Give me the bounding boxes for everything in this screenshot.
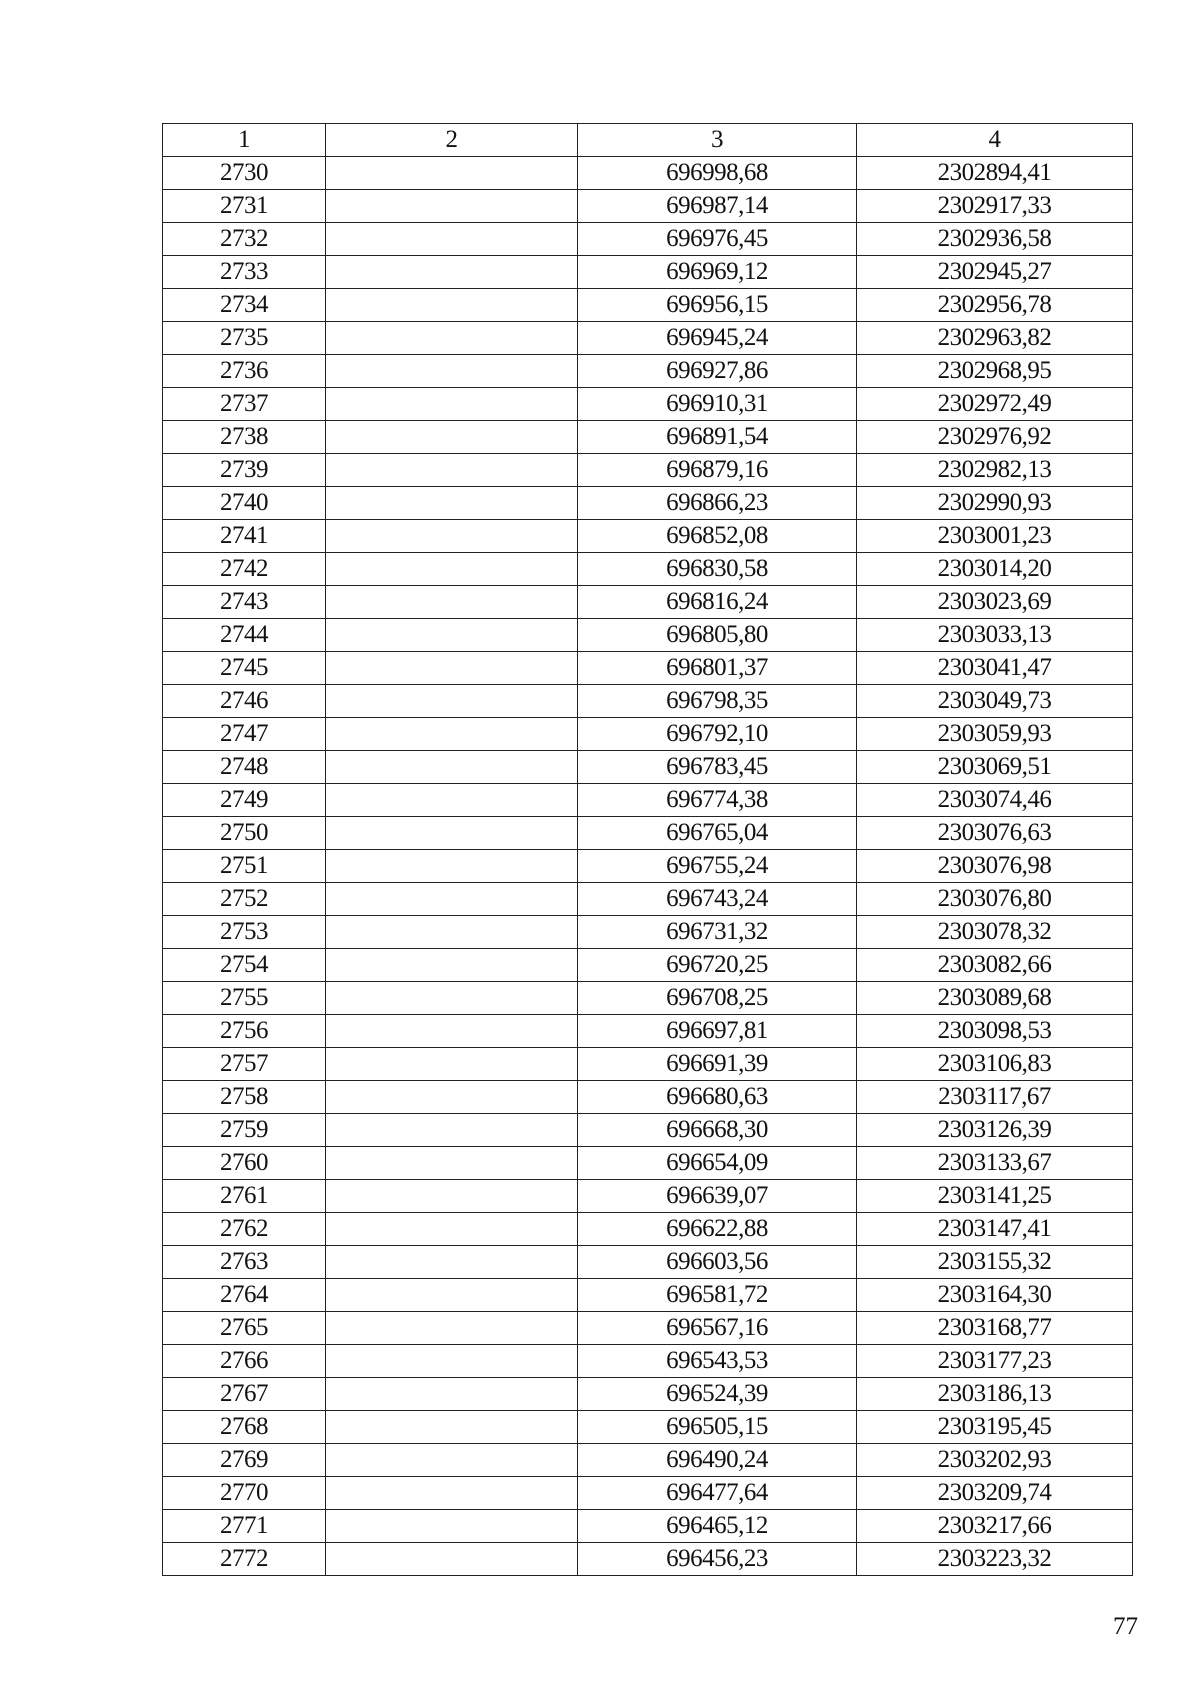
y-coordinate-cell: 2303078,32 (857, 916, 1133, 949)
x-coordinate-cell: 696987,14 (578, 190, 857, 223)
blank-cell (326, 718, 578, 751)
point-number-cell: 2750 (163, 817, 326, 850)
y-coordinate-cell: 2302976,92 (857, 421, 1133, 454)
point-number-cell: 2743 (163, 586, 326, 619)
point-number-cell: 2745 (163, 652, 326, 685)
table-row (163, 949, 1133, 982)
y-coordinate-cell: 2302972,49 (857, 388, 1133, 421)
point-number-cell: 2751 (163, 850, 326, 883)
blank-cell (326, 1444, 578, 1477)
blank-cell (326, 421, 578, 454)
blank-cell (326, 289, 578, 322)
x-coordinate-cell: 696816,24 (578, 586, 857, 619)
y-coordinate-cell: 2303209,74 (857, 1477, 1133, 1510)
y-coordinate-cell: 2303023,69 (857, 586, 1133, 619)
table-row (163, 850, 1133, 883)
point-number-cell: 2771 (163, 1510, 326, 1543)
coordinates-table (162, 123, 1133, 1576)
x-coordinate-cell: 696697,81 (578, 1015, 857, 1048)
table-row (163, 1477, 1133, 1510)
x-coordinate-cell: 696945,24 (578, 322, 857, 355)
point-number-cell: 2763 (163, 1246, 326, 1279)
point-number-cell: 2770 (163, 1477, 326, 1510)
x-coordinate-cell: 696720,25 (578, 949, 857, 982)
y-coordinate-cell: 2303217,66 (857, 1510, 1133, 1543)
point-number-cell: 2742 (163, 553, 326, 586)
table-row (163, 1015, 1133, 1048)
y-coordinate-cell: 2303076,63 (857, 817, 1133, 850)
table-row (163, 685, 1133, 718)
page-number: 77 (1113, 1613, 1138, 1640)
point-number-cell: 2741 (163, 520, 326, 553)
table-row (163, 586, 1133, 619)
table-row (163, 1378, 1133, 1411)
table-row (163, 652, 1133, 685)
table-row (163, 1246, 1133, 1279)
x-coordinate-cell: 696969,12 (578, 256, 857, 289)
blank-cell (326, 520, 578, 553)
x-coordinate-cell: 696603,56 (578, 1246, 857, 1279)
point-number-cell: 2764 (163, 1279, 326, 1312)
blank-cell (326, 1180, 578, 1213)
table-row (163, 553, 1133, 586)
point-number-cell: 2748 (163, 751, 326, 784)
y-coordinate-cell: 2303033,13 (857, 619, 1133, 652)
blank-cell (326, 1279, 578, 1312)
y-coordinate-cell: 2303223,32 (857, 1543, 1133, 1576)
x-coordinate-cell: 696783,45 (578, 751, 857, 784)
x-coordinate-cell: 696755,24 (578, 850, 857, 883)
x-coordinate-cell: 696708,25 (578, 982, 857, 1015)
blank-cell (326, 1213, 578, 1246)
table-row (163, 256, 1133, 289)
point-number-cell: 2732 (163, 223, 326, 256)
y-coordinate-cell: 2303014,20 (857, 553, 1133, 586)
point-number-cell: 2766 (163, 1345, 326, 1378)
x-coordinate-cell: 696774,38 (578, 784, 857, 817)
x-coordinate-cell: 696927,86 (578, 355, 857, 388)
table-body (163, 157, 1133, 1576)
y-coordinate-cell: 2303069,51 (857, 751, 1133, 784)
table-row (163, 1444, 1133, 1477)
point-number-cell: 2769 (163, 1444, 326, 1477)
blank-cell (326, 652, 578, 685)
column-header-2: 2 (326, 124, 578, 157)
blank-cell (326, 949, 578, 982)
y-coordinate-cell: 2303117,67 (857, 1081, 1133, 1114)
x-coordinate-cell: 696805,80 (578, 619, 857, 652)
point-number-cell: 2761 (163, 1180, 326, 1213)
y-coordinate-cell: 2303186,13 (857, 1378, 1133, 1411)
y-coordinate-cell: 2303202,93 (857, 1444, 1133, 1477)
y-coordinate-cell: 2303041,47 (857, 652, 1133, 685)
point-number-cell: 2753 (163, 916, 326, 949)
table-row (163, 1081, 1133, 1114)
blank-cell (326, 1411, 578, 1444)
blank-cell (326, 751, 578, 784)
blank-cell (326, 850, 578, 883)
y-coordinate-cell: 2302968,95 (857, 355, 1133, 388)
table-row (163, 1180, 1133, 1213)
x-coordinate-cell: 696731,32 (578, 916, 857, 949)
blank-cell (326, 982, 578, 1015)
table-row (163, 223, 1133, 256)
x-coordinate-cell: 696792,10 (578, 718, 857, 751)
point-number-cell: 2747 (163, 718, 326, 751)
table-row (163, 784, 1133, 817)
y-coordinate-cell: 2303133,67 (857, 1147, 1133, 1180)
point-number-cell: 2749 (163, 784, 326, 817)
x-coordinate-cell: 696505,15 (578, 1411, 857, 1444)
column-header-3: 3 (578, 124, 857, 157)
point-number-cell: 2731 (163, 190, 326, 223)
point-number-cell: 2740 (163, 487, 326, 520)
point-number-cell: 2733 (163, 256, 326, 289)
point-number-cell: 2756 (163, 1015, 326, 1048)
x-coordinate-cell: 696691,39 (578, 1048, 857, 1081)
table-row (163, 1510, 1133, 1543)
x-coordinate-cell: 696567,16 (578, 1312, 857, 1345)
point-number-cell: 2744 (163, 619, 326, 652)
table-row (163, 718, 1133, 751)
x-coordinate-cell: 696668,30 (578, 1114, 857, 1147)
table-row (163, 1312, 1133, 1345)
y-coordinate-cell: 2303082,66 (857, 949, 1133, 982)
x-coordinate-cell: 696801,37 (578, 652, 857, 685)
column-header-1: 1 (163, 124, 326, 157)
y-coordinate-cell: 2303076,98 (857, 850, 1133, 883)
x-coordinate-cell: 696852,08 (578, 520, 857, 553)
y-coordinate-cell: 2303177,23 (857, 1345, 1133, 1378)
y-coordinate-cell: 2303106,83 (857, 1048, 1133, 1081)
y-coordinate-cell: 2303168,77 (857, 1312, 1133, 1345)
x-coordinate-cell: 696910,31 (578, 388, 857, 421)
point-number-cell: 2736 (163, 355, 326, 388)
x-coordinate-cell: 696866,23 (578, 487, 857, 520)
blank-cell (326, 157, 578, 190)
blank-cell (326, 817, 578, 850)
x-coordinate-cell: 696743,24 (578, 883, 857, 916)
y-coordinate-cell: 2303147,41 (857, 1213, 1133, 1246)
table-row (163, 190, 1133, 223)
blank-cell (326, 1345, 578, 1378)
x-coordinate-cell: 696976,45 (578, 223, 857, 256)
x-coordinate-cell: 696490,24 (578, 1444, 857, 1477)
column-header-4: 4 (857, 124, 1133, 157)
blank-cell (326, 1015, 578, 1048)
point-number-cell: 2759 (163, 1114, 326, 1147)
y-coordinate-cell: 2303126,39 (857, 1114, 1133, 1147)
blank-cell (326, 355, 578, 388)
table-row (163, 487, 1133, 520)
y-coordinate-cell: 2302982,13 (857, 454, 1133, 487)
x-coordinate-cell: 696765,04 (578, 817, 857, 850)
point-number-cell: 2755 (163, 982, 326, 1015)
table-row (163, 982, 1133, 1015)
point-number-cell: 2735 (163, 322, 326, 355)
y-coordinate-cell: 2303155,32 (857, 1246, 1133, 1279)
blank-cell (326, 685, 578, 718)
table-row (163, 1279, 1133, 1312)
table-row (163, 916, 1133, 949)
table-row (163, 1411, 1133, 1444)
table-row (163, 1114, 1133, 1147)
blank-cell (326, 454, 578, 487)
y-coordinate-cell: 2302894,41 (857, 157, 1133, 190)
table-row (163, 883, 1133, 916)
x-coordinate-cell: 696465,12 (578, 1510, 857, 1543)
point-number-cell: 2765 (163, 1312, 326, 1345)
blank-cell (326, 883, 578, 916)
table-row (163, 322, 1133, 355)
x-coordinate-cell: 696581,72 (578, 1279, 857, 1312)
y-coordinate-cell: 2303001,23 (857, 520, 1133, 553)
point-number-cell: 2762 (163, 1213, 326, 1246)
point-number-cell: 2739 (163, 454, 326, 487)
x-coordinate-cell: 696639,07 (578, 1180, 857, 1213)
blank-cell (326, 1081, 578, 1114)
table-row (163, 751, 1133, 784)
blank-cell (326, 1477, 578, 1510)
point-number-cell: 2768 (163, 1411, 326, 1444)
x-coordinate-cell: 696654,09 (578, 1147, 857, 1180)
x-coordinate-cell: 696830,58 (578, 553, 857, 586)
blank-cell (326, 553, 578, 586)
x-coordinate-cell: 696524,39 (578, 1378, 857, 1411)
y-coordinate-cell: 2302917,33 (857, 190, 1133, 223)
table-row (163, 1147, 1133, 1180)
y-coordinate-cell: 2302945,27 (857, 256, 1133, 289)
blank-cell (326, 916, 578, 949)
table-row (163, 289, 1133, 322)
point-number-cell: 2760 (163, 1147, 326, 1180)
x-coordinate-cell: 696879,16 (578, 454, 857, 487)
blank-cell (326, 619, 578, 652)
table-row (163, 421, 1133, 454)
blank-cell (326, 223, 578, 256)
point-number-cell: 2772 (163, 1543, 326, 1576)
table-row (163, 1213, 1133, 1246)
y-coordinate-cell: 2303074,46 (857, 784, 1133, 817)
x-coordinate-cell: 696956,15 (578, 289, 857, 322)
blank-cell (326, 1147, 578, 1180)
table-row (163, 388, 1133, 421)
y-coordinate-cell: 2303076,80 (857, 883, 1133, 916)
blank-cell (326, 1543, 578, 1576)
table-row (163, 1345, 1133, 1378)
y-coordinate-cell: 2303049,73 (857, 685, 1133, 718)
table-header-row (163, 124, 1133, 157)
blank-cell (326, 322, 578, 355)
point-number-cell: 2757 (163, 1048, 326, 1081)
y-coordinate-cell: 2303098,53 (857, 1015, 1133, 1048)
blank-cell (326, 784, 578, 817)
blank-cell (326, 1246, 578, 1279)
blank-cell (326, 190, 578, 223)
y-coordinate-cell: 2303141,25 (857, 1180, 1133, 1213)
y-coordinate-cell: 2302956,78 (857, 289, 1133, 322)
y-coordinate-cell: 2303195,45 (857, 1411, 1133, 1444)
table-row (163, 454, 1133, 487)
x-coordinate-cell: 696998,68 (578, 157, 857, 190)
x-coordinate-cell: 696543,53 (578, 1345, 857, 1378)
point-number-cell: 2734 (163, 289, 326, 322)
blank-cell (326, 586, 578, 619)
point-number-cell: 2737 (163, 388, 326, 421)
x-coordinate-cell: 696456,23 (578, 1543, 857, 1576)
y-coordinate-cell: 2303164,30 (857, 1279, 1133, 1312)
blank-cell (326, 388, 578, 421)
blank-cell (326, 1048, 578, 1081)
table-row (163, 1543, 1133, 1576)
point-number-cell: 2752 (163, 883, 326, 916)
table-row (163, 157, 1133, 190)
table-row (163, 520, 1133, 553)
x-coordinate-cell: 696891,54 (578, 421, 857, 454)
point-number-cell: 2738 (163, 421, 326, 454)
y-coordinate-cell: 2302963,82 (857, 322, 1133, 355)
point-number-cell: 2758 (163, 1081, 326, 1114)
blank-cell (326, 1114, 578, 1147)
x-coordinate-cell: 696622,88 (578, 1213, 857, 1246)
table-row (163, 817, 1133, 850)
blank-cell (326, 256, 578, 289)
blank-cell (326, 1312, 578, 1345)
y-coordinate-cell: 2303089,68 (857, 982, 1133, 1015)
point-number-cell: 2767 (163, 1378, 326, 1411)
blank-cell (326, 487, 578, 520)
point-number-cell: 2746 (163, 685, 326, 718)
table-row (163, 619, 1133, 652)
y-coordinate-cell: 2302990,93 (857, 487, 1133, 520)
table-row (163, 355, 1133, 388)
x-coordinate-cell: 696798,35 (578, 685, 857, 718)
table-row (163, 1048, 1133, 1081)
y-coordinate-cell: 2302936,58 (857, 223, 1133, 256)
x-coordinate-cell: 696477,64 (578, 1477, 857, 1510)
blank-cell (326, 1510, 578, 1543)
blank-cell (326, 1378, 578, 1411)
point-number-cell: 2730 (163, 157, 326, 190)
x-coordinate-cell: 696680,63 (578, 1081, 857, 1114)
y-coordinate-cell: 2303059,93 (857, 718, 1133, 751)
point-number-cell: 2754 (163, 949, 326, 982)
